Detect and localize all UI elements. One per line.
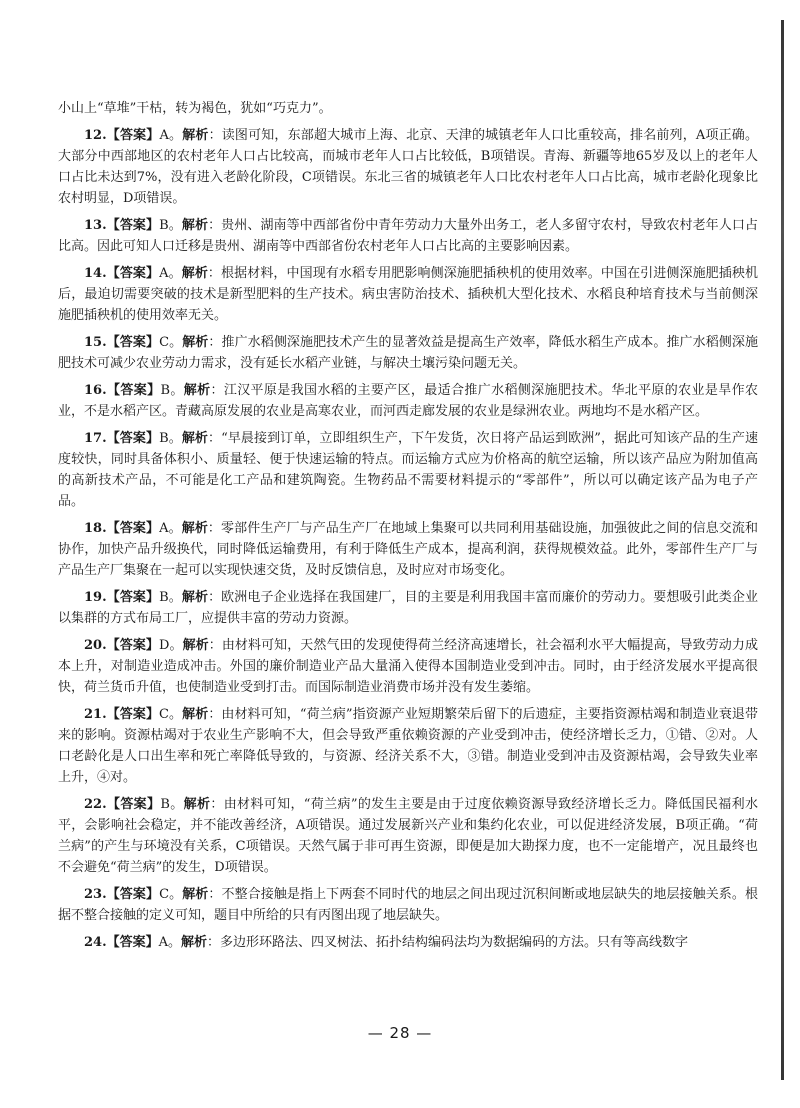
- explanation-label: 解析: [182, 638, 209, 653]
- explanation-text: ：读图可知，东部超大城市上海、北京、天津的城镇老年人口比重较高，排名前列，A项正确。大部分中西部地区的农村老年人口占比较高，而城市老年人口占比较低，B项错误。青海、新疆等地65岁及以上的老年人口占比未达到7%，没有进入老龄化阶段，C项错误。东北三省的城镇老年人口比农村老年人口占比高，城市老龄化现象比农村明显，D项错误。: [58, 128, 758, 206]
- question-number: 20.: [84, 638, 107, 653]
- explanation-label: 解析: [181, 521, 208, 536]
- explanation-text: ：江汉平原是我国水稻的主要产区，最适合推广水稻侧深施肥技术。华北平原的农业是旱作农业，不是水稻产区。青藏高原发展的农业是高寒农业，而河西走廊发展的农业是绿洲农业。两地均不是水稻产区。: [58, 383, 758, 419]
- question-number: 12.: [84, 128, 107, 143]
- answer-item: [58, 884, 758, 926]
- answer-item: [58, 587, 758, 629]
- answer-item: [58, 518, 758, 581]
- answer-label: 【答案】: [106, 797, 161, 812]
- question-number: 23.: [84, 887, 107, 902]
- explanation-text: ：不整合接触是指上下两套不同时代的地层之间出现过沉积间断或地层缺失的地层接触关系。根据不整合接触的定义可知，题目中所给的只有丙图出现了地层缺失。: [58, 887, 758, 923]
- answer-label: 【答案】: [106, 266, 160, 281]
- explanation-text: ：零部件生产厂与产品生产厂在地域上集聚可以共同利用基础设施，加强彼此之间的信息交流和协作，加快产品升级换代，同时降低运输费用，有利于降低生产成本，提高利润，获得规模效益。此外，零部件生产厂与产品生产厂集聚在一起可以实现快速交货，及时反馈信息，及时应对市场变化。: [58, 521, 758, 578]
- answer-label: 【答案】: [106, 590, 160, 605]
- question-number: 14.: [84, 266, 107, 281]
- question-number: 13.: [84, 218, 107, 233]
- answer-label: 【答案】: [106, 707, 160, 722]
- answer-choice: C。: [159, 335, 183, 350]
- answer-label: 【答案】: [106, 521, 160, 536]
- answer-choice: B。: [159, 218, 182, 233]
- question-number: 21.: [84, 707, 107, 722]
- answer-label: 【答案】: [106, 638, 160, 653]
- answer-explanations: [58, 98, 758, 959]
- explanation-text: ：多边形环路法、四叉树法、拓扑结构编码法均为数据编码的方法。只有等高线数字: [207, 935, 689, 950]
- scan-binding-edge: [781, 20, 784, 1080]
- answer-label: 【答案】: [106, 128, 160, 143]
- explanation-label: 解析: [182, 128, 209, 143]
- answer-item: [58, 635, 758, 698]
- explanation-label: 解析: [181, 218, 209, 233]
- question-number: 18.: [84, 521, 107, 536]
- explanation-text: ：由材料可知，“荷兰病”的发生主要是由于过度依赖资源导致经济增长乏力。降低国民福利水平，会影响社会稳定，并不能改善经济，A项错误。通过发展新兴产业和集约化农业，可以促进经济发展，B项正确。“荷兰病”的产生与环境没有关系，C项错误。天然气属于非可再生资源，即便是加大勘探力度，也不一定能增产，况且最终也不会避免“荷兰病”的发生，D项错误。: [58, 797, 758, 875]
- question-number: 22.: [84, 797, 107, 812]
- question-number: 16.: [84, 383, 107, 398]
- explanation-text: ：根据材料，中国现有水稻专用肥影响侧深施肥插秧机的使用效率。中国在引进侧深施肥插秧机后，最迫切需要突破的技术是新型肥料的生产技术。病虫害防治技术、插秧机大型化技术、水稻良种培育技术与当前侧深施肥插秧机的使用效率无关。: [58, 266, 758, 323]
- explanation-text: ：贵州、湖南等中西部省份中青年劳动力大量外出务工，老人多留守农村，导致农村老年人口占比高。因此可知人口迁移是贵州、湖南等中西部省份农村老年人口占比高的主要影响因素。: [58, 218, 758, 254]
- answer-item: [58, 428, 758, 512]
- answer-item: [58, 263, 758, 326]
- explanation-label: 解析: [181, 935, 208, 950]
- answer-label: 【答案】: [106, 218, 160, 233]
- explanation-label: 解析: [181, 266, 208, 281]
- answer-item: [58, 332, 758, 374]
- answer-label: 【答案】: [106, 887, 160, 902]
- answer-choice: D。: [159, 638, 183, 653]
- explanation-label: 解析: [182, 887, 209, 902]
- answer-choice: A。: [159, 266, 182, 281]
- intro-line: 小山上“草堆”干枯，转为褐色，犹如“巧克力”。: [58, 101, 332, 116]
- explanation-label: 解析: [183, 797, 211, 812]
- answer-choice: B。: [159, 590, 182, 605]
- question-number: 19.: [84, 590, 107, 605]
- answer-item: [58, 932, 758, 953]
- explanation-label: 解析: [181, 431, 208, 446]
- answer-choice: B。: [159, 431, 182, 446]
- answer-item: [58, 380, 758, 422]
- explanation-label: 解析: [183, 383, 211, 398]
- answer-choice: C。: [159, 707, 183, 722]
- explanation-text: ：推广水稻侧深施肥技术产生的显著效益是提高生产效率，降低水稻生产成本。推广水稻侧深施肥技术可减少农业劳动力需求，没有延长水稻产业链，与解决土壤污染问题无关。: [58, 335, 758, 371]
- explanation-label: 解析: [181, 590, 209, 605]
- question-number: 17.: [84, 431, 107, 446]
- answer-choice: B。: [160, 797, 184, 812]
- answer-item: [58, 125, 758, 209]
- answer-label: 【答案】: [106, 335, 160, 350]
- answer-item: [58, 794, 758, 878]
- explanation-text: ：由材料可知，“荷兰病”指资源产业短期繁荣后留下的后遗症，主要指资源枯竭和制造业衰退带来的影响。资源枯竭对于农业生产影响不大，但会导致严重依赖资源的产业受到冲击，使经济增长乏力，①错、②对。人口老龄化是人口出生率和死亡率降低导致的，与资源、经济关系不大，③错。制造业受到冲击及资源枯竭，会导致失业率上升，④对。: [58, 707, 758, 785]
- answer-item: [58, 215, 758, 257]
- explanation-text: ：欧洲电子企业选择在我国建厂，目的主要是利用我国丰富而廉价的劳动力。要想吸引此类企业以集群的方式布局工厂，应提供丰富的劳动力资源。: [58, 590, 758, 626]
- explanation-text: ：“早晨接到订单，立即组织生产，下午发货，次日将产品运到欧洲”，据此可知该产品的生产速度较快，同时具备体积小、质量轻、便于快速运输的特点。而运输方式应为价格高的航空运输，所以该产品应为附加值高的高新技术产品，不可能是化工产品和建筑陶瓷。生物药品不需要材料提示的“零部件”，所以可以确定该产品为电子产品。: [58, 431, 758, 509]
- answer-item: [58, 704, 758, 788]
- answer-choice: B。: [160, 383, 184, 398]
- answer-label: 【答案】: [106, 935, 159, 950]
- answer-label: 【答案】: [106, 431, 160, 446]
- question-number: 24.: [84, 935, 107, 950]
- explanation-label: 解析: [182, 707, 209, 722]
- answer-choice: C。: [159, 887, 183, 902]
- answer-choice: A。: [159, 128, 183, 143]
- explanation-text: ：由材料可知，天然气田的发现使得荷兰经济高速增长，社会福利水平大幅提高，导致劳动力成本上升，对制造业造成冲击。外国的廉价制造业产品大量涌入使得本国制造业受到冲击。同时，由于经济发展水平提高很快，荷兰货币升值，也使制造业受到打击。而国际制造业消费市场并没有发生萎缩。: [58, 638, 758, 695]
- page-number: — 28 —: [367, 1024, 433, 1042]
- answer-label: 【答案】: [106, 383, 161, 398]
- question-number: 15.: [84, 335, 107, 350]
- explanation-label: 解析: [182, 335, 209, 350]
- answer-choice: A。: [158, 935, 182, 950]
- answer-choice: A。: [159, 521, 182, 536]
- answer-list: [58, 125, 758, 953]
